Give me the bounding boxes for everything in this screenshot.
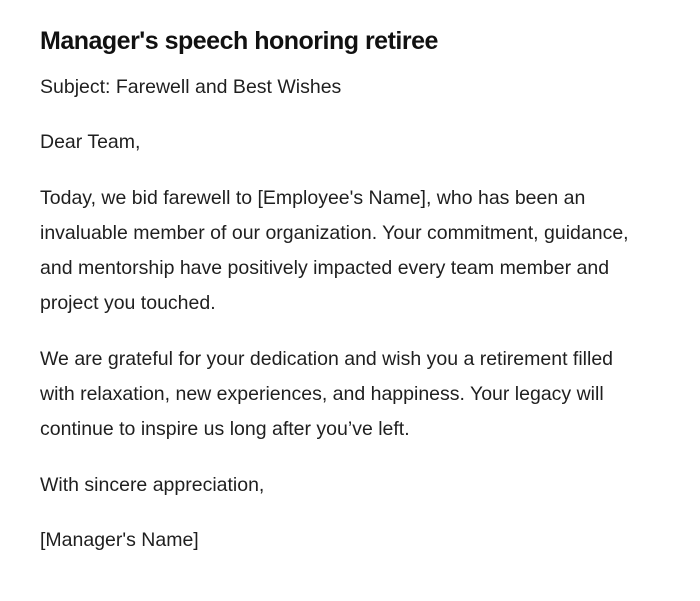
subject-line: Subject: Farewell and Best Wishes	[40, 76, 342, 98]
document	[40, 24, 650, 578]
signature: [Manager's Name]	[40, 528, 199, 551]
closing: With sincere appreciation,	[40, 473, 265, 496]
document-title: Manager's speech honoring retiree	[40, 27, 438, 55]
body-paragraph-1: Today, we bid farewell to [Employee's Name], who has been an invaluable member of our organization. Your commitment, guidance, and mentorship have positively impacted every team member and project you touched.	[40, 186, 629, 315]
greeting: Dear Team,	[40, 131, 141, 154]
body-paragraph-2: We are grateful for your dedication and wish you a retirement filled with relaxation, new experiences, and happiness. Your legacy will continue to inspire us long after you’ve left.	[40, 347, 614, 441]
